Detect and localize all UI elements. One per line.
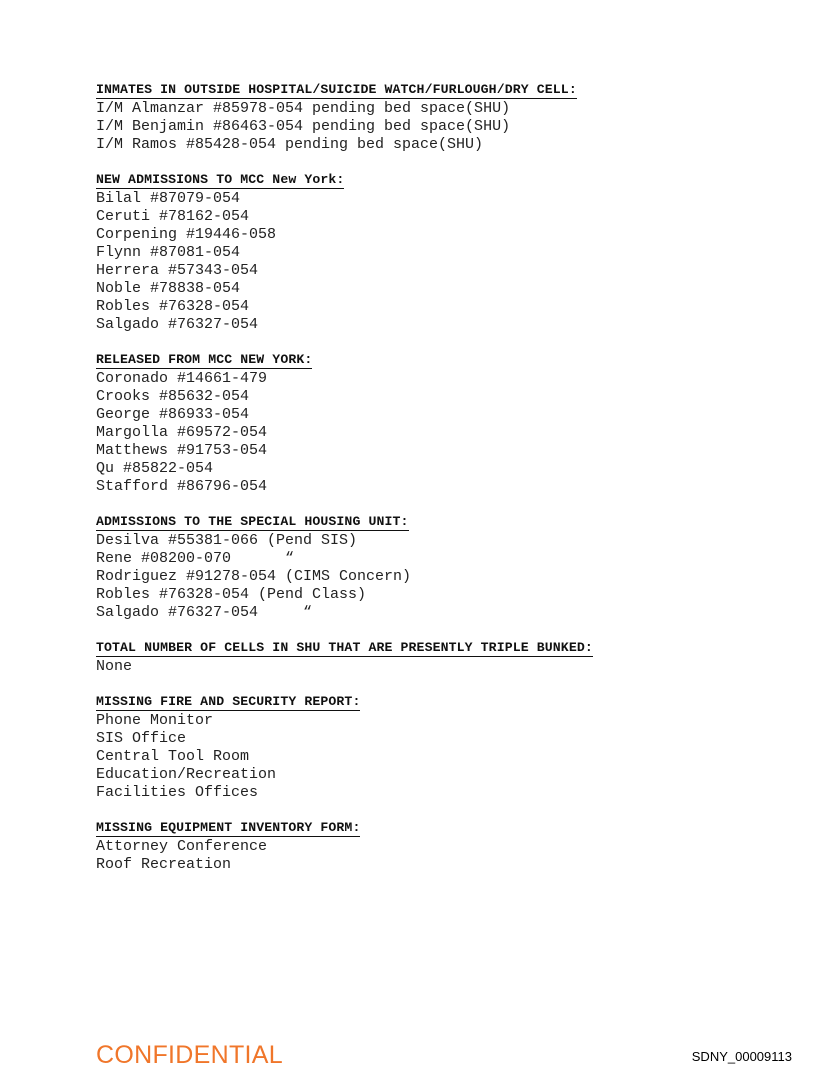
section-heading: ADMISSIONS TO THE SPECIAL HOUSING UNIT: bbox=[96, 514, 409, 529]
entry-list bbox=[96, 838, 736, 874]
list-item: Attorney Conference bbox=[96, 838, 268, 855]
confidential-stamp: CONFIDENTIAL bbox=[96, 1041, 283, 1069]
list-item: Roof Recreation bbox=[96, 856, 232, 873]
list-item: Flynn #87081-054 bbox=[96, 244, 241, 261]
entry-list bbox=[96, 712, 736, 802]
section-heading: MISSING EQUIPMENT INVENTORY FORM: bbox=[96, 820, 361, 835]
section-outside-hospital bbox=[96, 80, 736, 154]
section-released bbox=[96, 350, 736, 496]
section-heading: RELEASED FROM MCC NEW YORK: bbox=[96, 352, 313, 367]
section-shu-admissions bbox=[96, 512, 736, 622]
list-item: Crooks #85632-054 bbox=[96, 388, 250, 405]
entry-list bbox=[96, 532, 736, 622]
list-item: Coronado #14661-479 bbox=[96, 370, 268, 387]
list-item: Stafford #86796-054 bbox=[96, 478, 268, 495]
list-item: Matthews #91753-054 bbox=[96, 442, 268, 459]
list-item: I/M Almanzar #85978-054 pending bed space(SHU) bbox=[96, 100, 511, 117]
list-item: Herrera #57343-054 bbox=[96, 262, 259, 279]
list-item: Desilva #55381-066 (Pend SIS) bbox=[96, 532, 358, 549]
list-item: I/M Benjamin #86463-054 pending bed space(SHU) bbox=[96, 118, 511, 135]
section-heading: MISSING FIRE AND SECURITY REPORT: bbox=[96, 694, 361, 709]
list-item: None bbox=[96, 658, 133, 675]
list-item: Salgado #76327-054 bbox=[96, 316, 259, 333]
document-body bbox=[96, 80, 736, 890]
entry-list bbox=[96, 190, 736, 334]
list-item: Facilities Offices bbox=[96, 784, 259, 801]
section-missing-fire-security bbox=[96, 692, 736, 802]
list-item: Qu #85822-054 bbox=[96, 460, 214, 477]
list-item: Phone Monitor bbox=[96, 712, 214, 729]
section-new-admissions bbox=[96, 170, 736, 334]
section-heading: NEW ADMISSIONS TO MCC New York: bbox=[96, 172, 345, 187]
list-item: Salgado #76327-054 “ bbox=[96, 604, 313, 621]
list-item: I/M Ramos #85428-054 pending bed space(SHU) bbox=[96, 136, 484, 153]
entry-list bbox=[96, 370, 736, 496]
list-item: Rodriguez #91278-054 (CIMS Concern) bbox=[96, 568, 412, 585]
list-item: Education/Recreation bbox=[96, 766, 277, 783]
list-item: Central Tool Room bbox=[96, 748, 250, 765]
section-triple-bunked bbox=[96, 638, 736, 676]
list-item: Rene #08200-070 “ bbox=[96, 550, 295, 567]
list-item: Ceruti #78162-054 bbox=[96, 208, 250, 225]
list-item: George #86933-054 bbox=[96, 406, 250, 423]
list-item: Corpening #19446-058 bbox=[96, 226, 277, 243]
entry-list bbox=[96, 658, 736, 676]
entry-list bbox=[96, 100, 736, 154]
section-missing-equipment bbox=[96, 818, 736, 874]
list-item: Noble #78838-054 bbox=[96, 280, 241, 297]
list-item: Margolla #69572-054 bbox=[96, 424, 268, 441]
section-heading: INMATES IN OUTSIDE HOSPITAL/SUICIDE WATCH/FURLOUGH/DRY CELL: bbox=[96, 82, 577, 97]
list-item: Bilal #87079-054 bbox=[96, 190, 241, 207]
list-item: Robles #76328-054 bbox=[96, 298, 250, 315]
list-item: Robles #76328-054 (Pend Class) bbox=[96, 586, 367, 603]
section-heading: TOTAL NUMBER OF CELLS IN SHU THAT ARE PRESENTLY TRIPLE BUNKED: bbox=[96, 640, 593, 655]
bates-number: SDNY_00009113 bbox=[691, 1049, 792, 1064]
list-item: SIS Office bbox=[96, 730, 187, 747]
